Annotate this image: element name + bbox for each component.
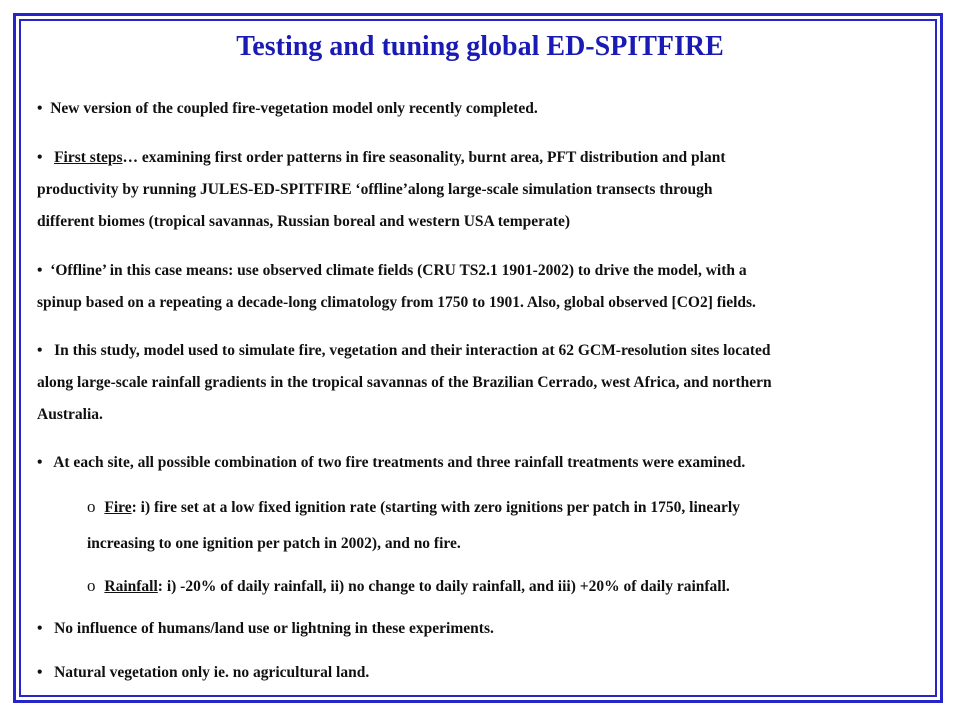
first-steps-label: First steps xyxy=(54,149,123,166)
bullet-2-line-2: productivity by running JULES-ED-SPITFIRE ‘offline’along large-scale simulation transects through xyxy=(37,181,713,198)
bullet-7: • Natural vegetation only ie. no agricultural land. xyxy=(37,664,370,681)
bullet-5: • At each site, all possible combination of two fire treatments and three rainfall treatments were examined. xyxy=(37,454,746,471)
sub-bullet-rainfall: o Rainfall: i) -20% of daily rainfall, ii) no change to daily rainfall, and iii) +20% of daily rainfall. xyxy=(87,576,730,595)
slide-title: Testing and tuning global ED-SPITFIRE xyxy=(236,31,724,62)
bullet-4: • In this study, model used to simulate fire, vegetation and their interaction at 62 GCM-resolution sites located xyxy=(37,342,771,359)
sub-bullet-fire: o Fire: i) fire set at a low fixed ignition rate (starting with zero ignitions per patch in 1750, linearly xyxy=(87,497,740,516)
bullet-6: • No influence of humans/land use or lightning in these experiments. xyxy=(37,620,494,637)
sub-bullet-fire-line-2: increasing to one ignition per patch in 2002), and no fire. xyxy=(87,535,461,552)
rainfall-label: Rainfall xyxy=(104,578,158,595)
bullet-2: • First steps… examining first order patterns in fire seasonality, burnt area, PFT distribution and plant xyxy=(37,149,726,166)
bullet-1: • New version of the coupled fire-vegetation model only recently completed. xyxy=(37,100,538,117)
bullet-4-line-2: along large-scale rainfall gradients in the tropical savannas of the Brazilian Cerrado, west Africa, and northern xyxy=(37,374,772,391)
bullet-4-line-3: Australia. xyxy=(37,406,103,423)
bullet-3-line-2: spinup based on a repeating a decade-long climatology from 1750 to 1901. Also, global observed [CO2] fields. xyxy=(37,294,756,311)
fire-label: Fire xyxy=(104,499,132,516)
bullet-2-line-3: different biomes (tropical savannas, Russian boreal and western USA temperate) xyxy=(37,213,571,230)
circle-bullet-icon: o xyxy=(87,576,96,595)
circle-bullet-icon: o xyxy=(87,497,96,516)
bullet-3: • ‘Offline’ in this case means: use observed climate fields (CRU TS2.1 1901-2002) to drive the model, with a xyxy=(37,262,747,279)
